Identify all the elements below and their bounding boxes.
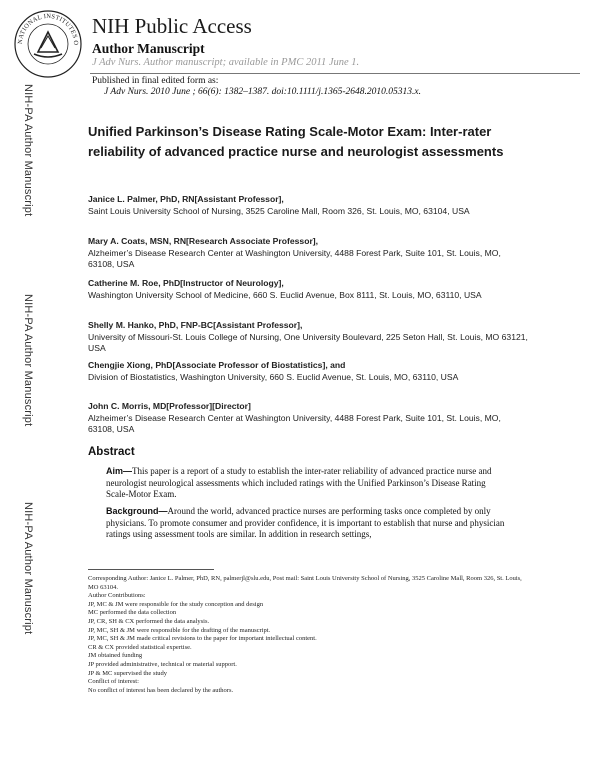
journal-availability-line: J Adv Nurs. Author manuscript; available in PMC 2011 June 1. (92, 57, 360, 68)
footnote-line: JP, MC & JM were responsible for the study conception and design (88, 600, 264, 608)
author-block (88, 194, 528, 217)
article-title: Unified Parkinson’s Disease Rating Scale-Motor Exam: Inter-rater reliability of advanced practice nurse and neurologist assessments (88, 124, 504, 159)
citation-line: J Adv Nurs. 2010 June ; 66(6): 1382–1387. doi:10.1111/j.1365-2648.2010.05313.x. (104, 87, 421, 97)
author-name: Mary A. Coats, MSN, RN[Research Associate Professor], (88, 236, 319, 246)
nih-logo (12, 8, 84, 80)
footnote-line: CR & CX provided statistical expertise. (88, 643, 192, 651)
author-affiliation: University of Missouri-St. Louis College of Nursing, One University Boulevard, 225 Seton Hall, St. Louis, MO 63121, USA (88, 331, 528, 353)
author-name: Janice L. Palmer, PhD, RN[Assistant Professor], (88, 194, 284, 204)
footnote-line: No conflict of interest has been declared by the authors. (88, 686, 234, 694)
footnotes (88, 575, 528, 695)
aim-label: Aim— (106, 466, 133, 476)
author-block (88, 360, 528, 383)
author-name: Shelly M. Hanko, PhD, FNP-BC[Assistant Professor], (88, 320, 303, 330)
author-affiliation: Washington University School of Medicine, 660 S. Euclid Avenue, Box 8111, St. Louis, MO, 63110, USA (88, 289, 482, 300)
nih-seal-icon (12, 8, 84, 80)
author-affiliation: Division of Biostatistics, Washington University, 660 S. Euclid Avenue, St. Louis, MO, 63110, USA (88, 371, 459, 382)
footnote-line: MC performed the data collection (88, 609, 177, 617)
nih-public-access-title: NIH Public Access (92, 14, 252, 38)
author-name: Chengjie Xiong, PhD[Associate Professor of Biostatistics], and (88, 360, 346, 370)
footnote-line: JP, MC, SH & JM made critical revisions to the paper for important intellectual content. (88, 635, 317, 643)
author-affiliation: Alzheimer’s Disease Research Center at Washington University, 4488 Forest Park, Suite 101, St. Louis, MO, 63108, USA (88, 412, 501, 434)
logo-text: NATIONAL INSTITUTES O (16, 12, 80, 46)
footnote-line: Corresponding Author: Janice L. Palmer, PhD, RN, palmerjl@slu.edu, Post mail: Saint Louis University School of Nursing, 3525 Caroline Mall, Room 326, St. Louis, MO 63104. (88, 575, 522, 591)
footnote-line: JM obtained funding (88, 652, 143, 660)
footnote-line: Conflict of interest: (88, 678, 139, 686)
author-block (88, 236, 528, 271)
author-affiliation: Alzheimer’s Disease Research Center at Washington University, 4488 Forest Park, Suite 101, St. Louis, MO, 63108, USA (88, 247, 501, 269)
author-manuscript-label: Author Manuscript (92, 41, 205, 56)
abstract-aim (106, 466, 506, 501)
author-block (88, 401, 528, 436)
footnote-line: JP, CR, SH & CX performed the data analysis. (88, 617, 210, 625)
abstract-background (106, 506, 506, 541)
background-text: Around the world, advanced practice nurses are performing tasks once completed by only physicians. To promote consumer and provider confidence, it is important to establish that nurse and physician ratings using assessment tools are similar. In addition in research settings, (106, 506, 505, 540)
header-rule (90, 73, 580, 74)
author-affiliation: Saint Louis University School of Nursing, 3525 Caroline Mall, Room 326, St. Louis, MO, 63104, USA (88, 205, 470, 216)
footnote-line: JP & MC supervised the study (88, 669, 168, 677)
background-label: Background— (106, 506, 168, 516)
footnote-line: JP, MC, SH & JM were responsible for the drafting of the manuscript. (88, 626, 271, 634)
published-in-label: Published in final edited form as: (92, 76, 219, 86)
author-name: Catherine M. Roe, PhD[Instructor of Neurology], (88, 278, 284, 288)
footnote-rule (88, 569, 214, 570)
author-block (88, 278, 528, 301)
footnote-line: JP provided administrative, technical or material support. (88, 660, 237, 668)
author-name: John C. Morris, MD[Professor][Director] (88, 401, 251, 411)
aim-text: This paper is a report of a study to establish the inter-rater reliability of advanced practice nurse and neurologist neurological assessments which included ratings with the Unified Parkinson’s Disease Rating Scale-Motor Exam. (106, 466, 492, 500)
side-label-bottom: NIH-PA Author Manuscript (22, 502, 34, 635)
abstract-heading: Abstract (88, 446, 135, 458)
author-block (88, 320, 528, 355)
side-label-top: NIH-PA Author Manuscript (22, 84, 34, 217)
footnote-line: Author Contributions: (88, 592, 146, 600)
side-label-middle: NIH-PA Author Manuscript (22, 294, 34, 427)
